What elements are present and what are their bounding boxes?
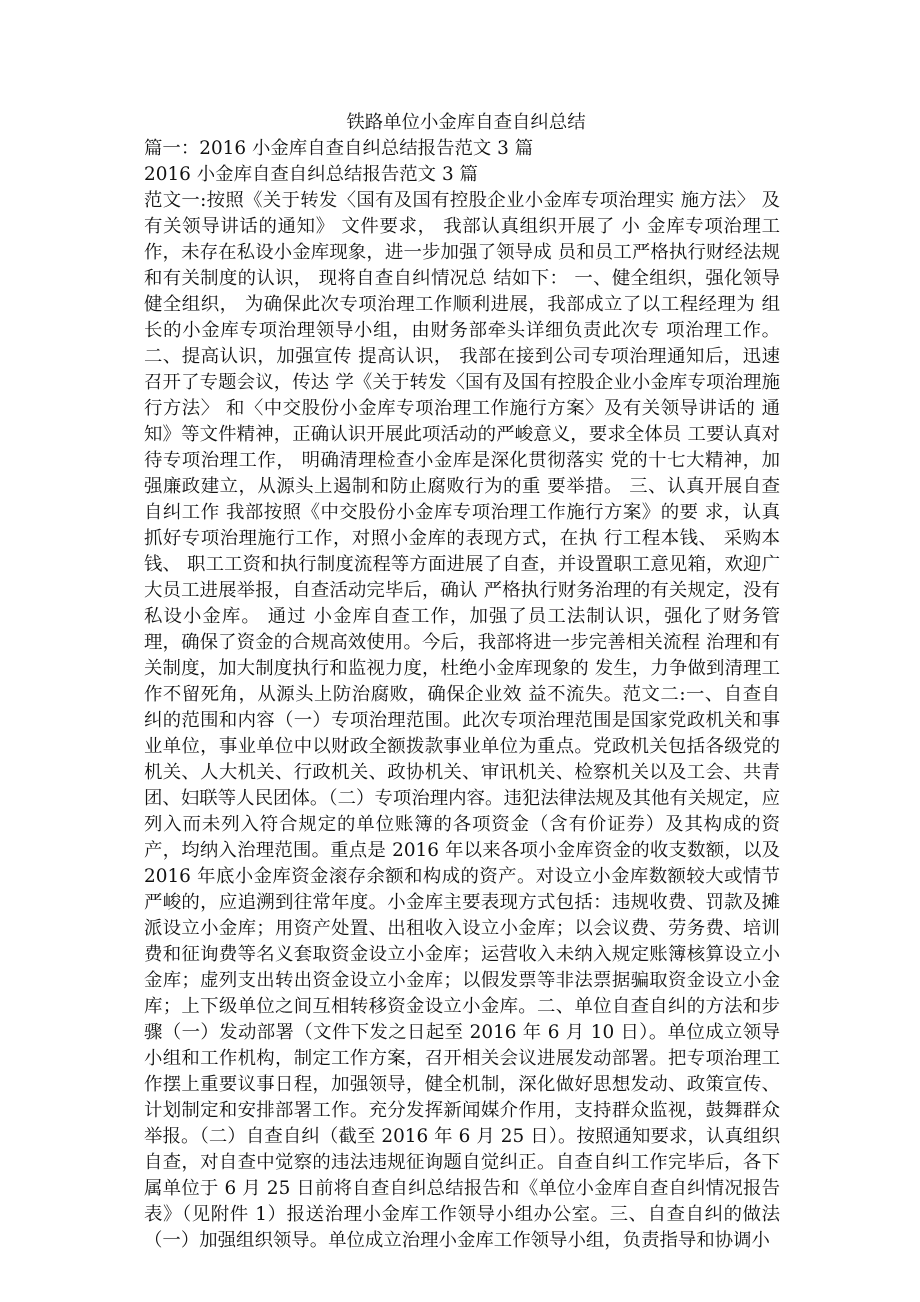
section-subheading: 2016 小金库自查自纠总结报告范文 3 篇 — [144, 164, 478, 185]
document-body — [144, 110, 780, 1254]
section-heading: 篇一：2016 小金库自查自纠总结报告范文 3 篇 — [144, 138, 534, 159]
body-paragraph: 范文一:按照《关于转发〈国有及国有控股企业小金库专项治理实 施方法〉 及有关领导讲话的通知》 文件要求， 我部认真组织开展了 小 金库专项治理工作，未存在私设小金库现象，进一步加强了领导成 员和员工严格执行财经法规和有关制度的认识， 现将自查自纠情况总 结如下： 一、健全组织，强化领导 健全组织， 为确保此次专项治理工作顺利进展，我部成立了以工程经理为 组长的小金库专项治理领导小组，由财务部牵头详细负责此次专 项治理工作。 二、提高认识，加强宣传 提高认识， 我部在接到公司专项治理通知后，迅速召开了专题会议，传达 学《关于转发〈国有及国有控股企业小金库专项治理施行方法〉 和〈中交股份小金库专项治理工作施行方案〉及有关领导讲话的 通知》等文件精神，正确认识开展此项活动的严峻意义，要求全体员 工要认真对待专项治理工作， 明确清理检查小金库是深化贯彻落实 党的十七大精神，加强廉政建立，从源头上遏制和防止腐败行为的重 要举措。 三、认真开展自查自纠工作 我部按照《中交股份小金库专项治理工作施行方案》的要 求，认真抓好专项治理施行工作，对照小金库的表现方式，在执 行工程本钱、 采购本钱、 职工工资和执行制度流程等方面进展了自查，并设置职工意见箱，欢迎广大员工进展举报，自查活动完毕后，确认 严格执行财务治理的有关规定，没有私设小金库。 通过 小金库自查工作，加强了员工法制认识，强化了财务管理，确保了资金的合规高效使用。今后，我部将进一步完善相关流程 治理和有关制度，加大制度执行和监视力度，杜绝小金库现象的 发生，力争做到清理工作不留死角，从源头上防治腐败，确保企业效 益不流失。范文二:一、自查自纠的范围和内容（一）专项治理范围。此次专项治理范围是国家党政机关和事业单位，事业单位中以财政全额拨款事业单位为重点。党政机关包括各级党的机关、人大机关、行政机关、政协机关、审讯机关、检察机关以及工会、共青团、妇联等人民团体。（二）专项治理内容。违犯法律法规及其他有关规定，应列入而未列入符合规定的单位账簿的各项资金（含有价证券）及其构成的资产，均纳入治理范围。重点是 2016 年以来各项小金库资金的收支数额，以及 2016 年底小金库资金滚存余额和构成的资产。对设立小金库数额较大或情节严峻的，应追溯到往常年度。小金库主要表现方式包括：违规收费、罚款及摊派设立小金库；用资产处置、出租收入设立小金库；以会议费、劳务费、培训费和征询费等名义套取资金设立小金库；运营收入未纳入规定账簿核算设立小金库；虚列支出转出资金设立小金库；以假发票等非法票据骗取资金设立小金库；上下级单位之间互相转移资金设立小金库。二、单位自查自纠的方法和步骤（一）发动部署（文件下发之日起至 2016 年 6 月 10 日）。单位成立领导小组和工作机构，制定工作方案，召开相关会议进展发动部署。把专项治理工作摆上重要议事日程，加强领导，健全机制，深化做好思想发动、政策宣传、计划制定和安排部署工作。充分发挥新闻媒介作用，支持群众监视，鼓舞群众举报。（二）自查自纠（截至 2016 年 6 月 25 日）。按照通知要求，认真组织自查，对自查中觉察的违法违规征询题自觉纠正。自查自纠工作完毕后，各下属单位于 6 月 25 日前将自查自纠总结报告和《单位小金库自查自纠情况报告表》（见附件 1）报送治理小金库工作领导小组办公室。三、自查自纠的做法（一）加强组织领导。单位成立治理小金库工作领导小组，负责指导和协调小 — [144, 190, 780, 1251]
document-title: 铁路单位小金库自查自纠总结 — [346, 112, 586, 133]
